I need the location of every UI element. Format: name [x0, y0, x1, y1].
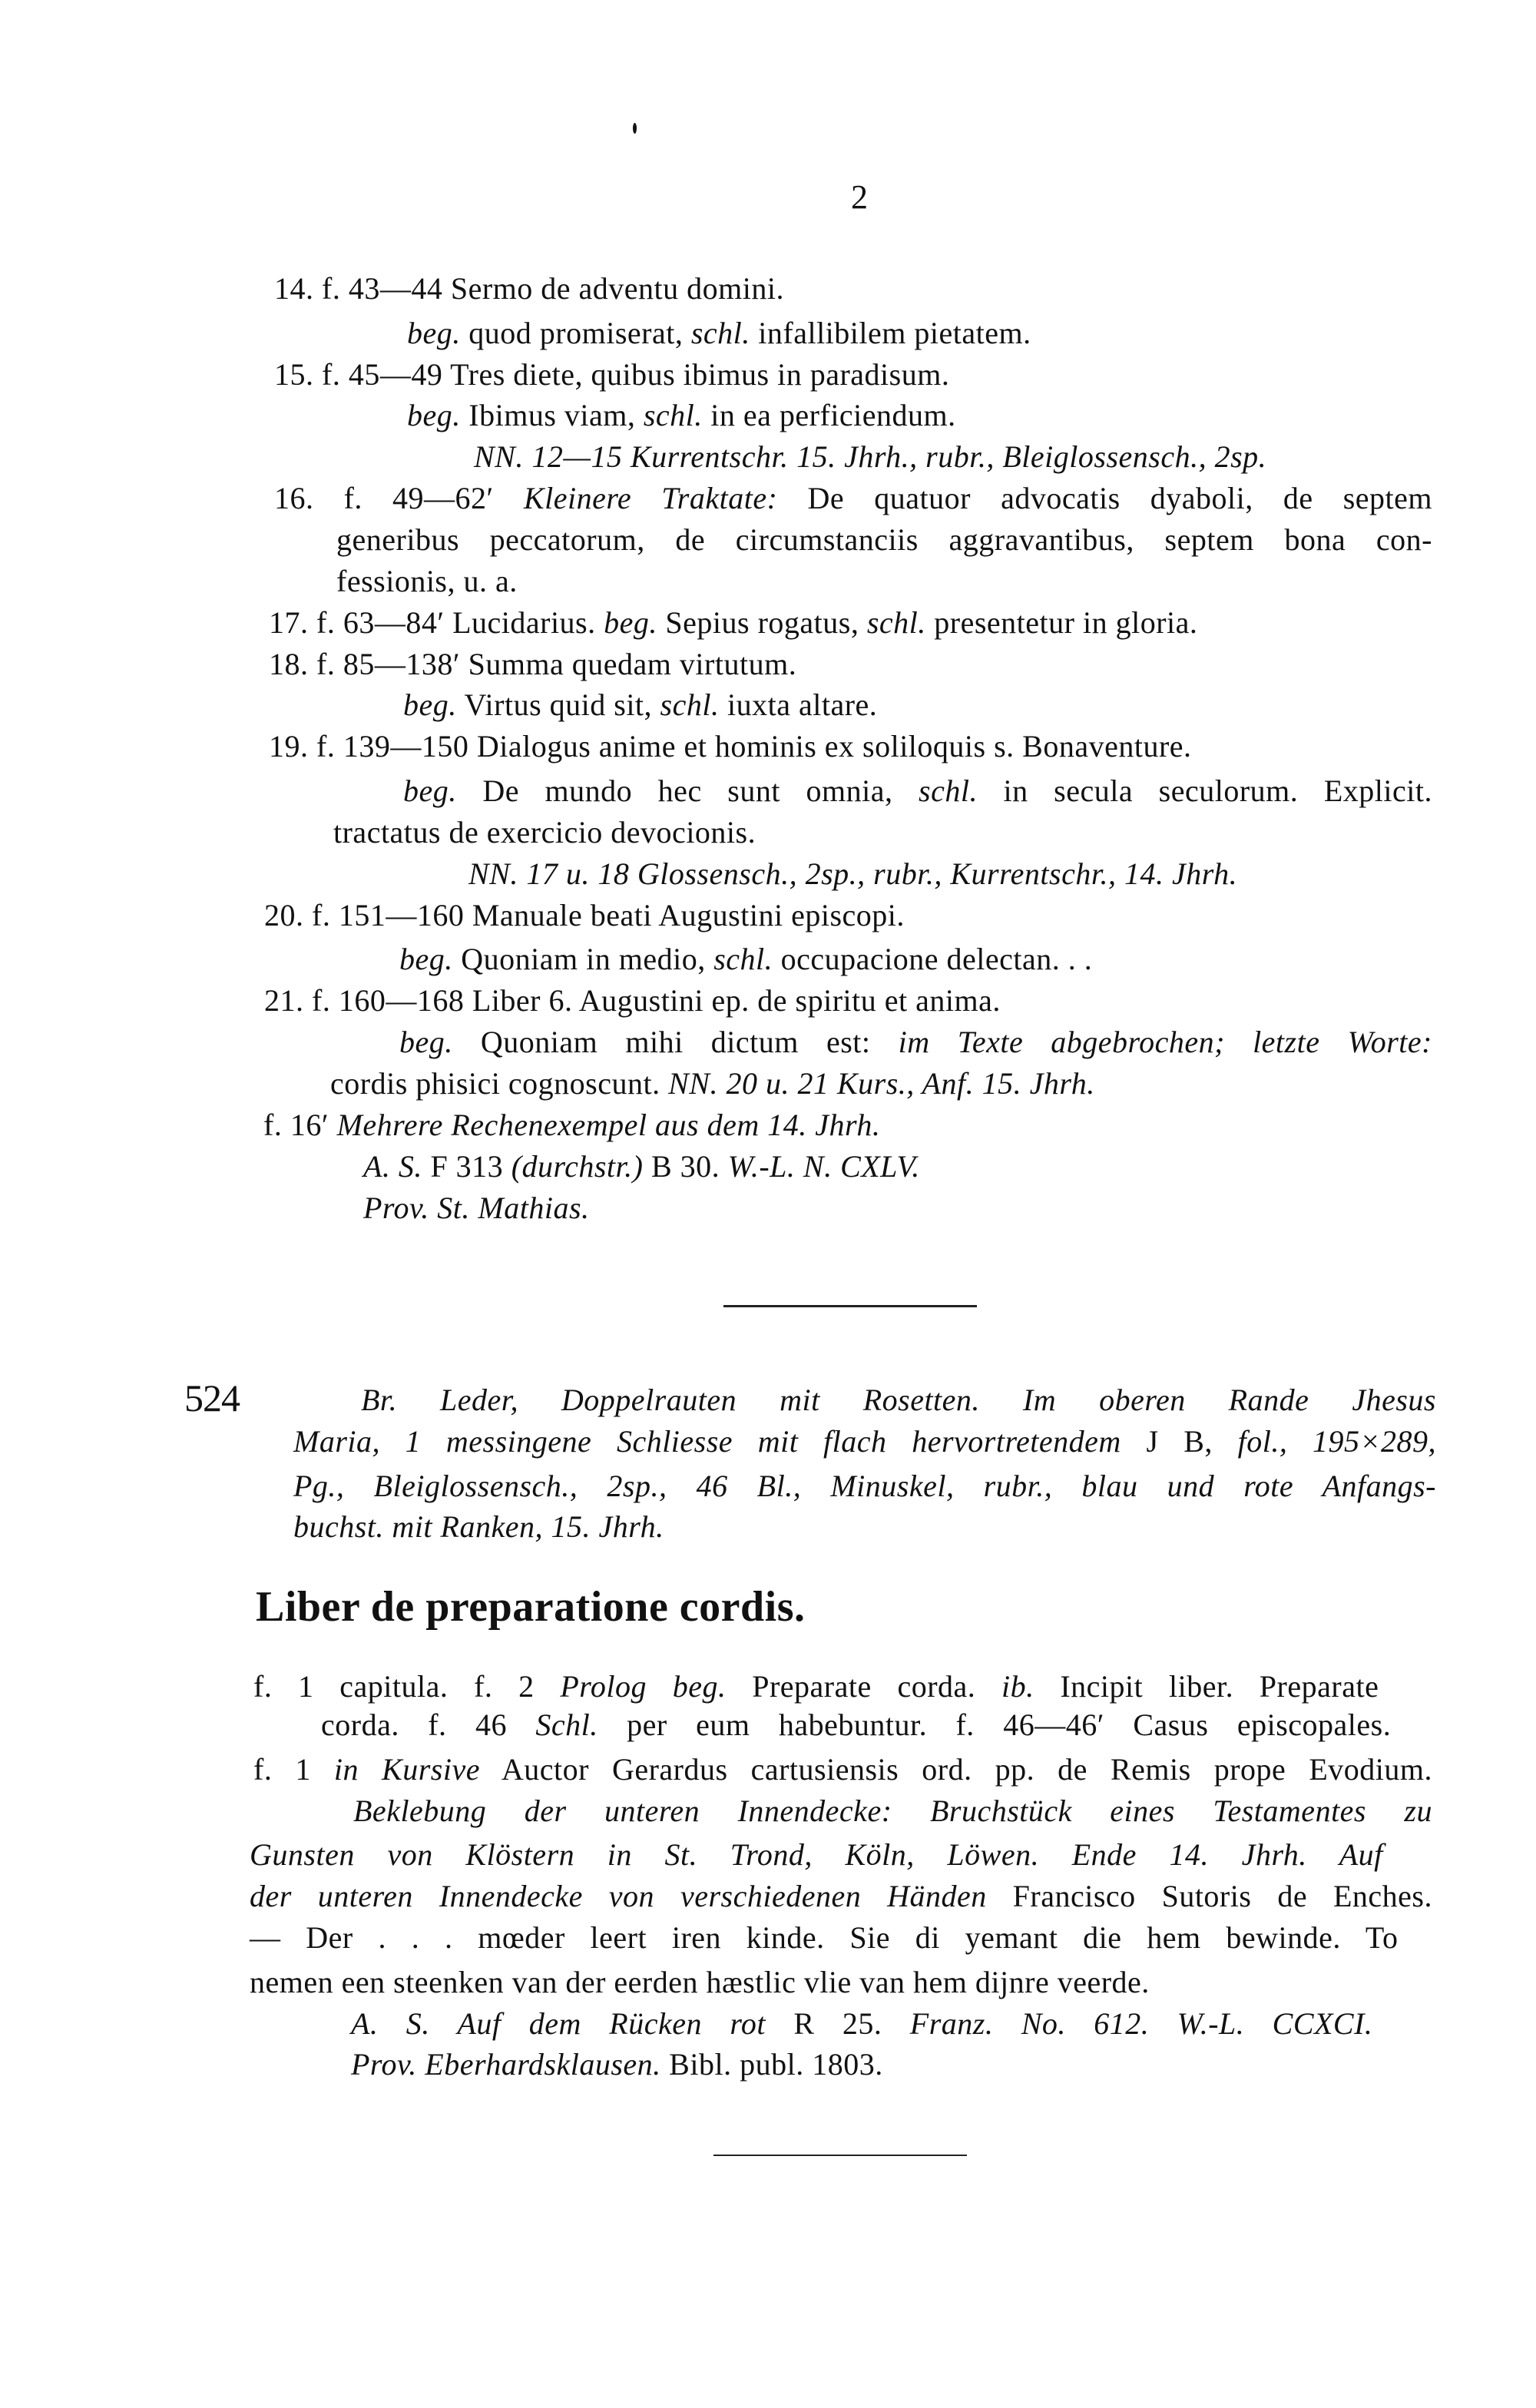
- text: De mundo hec sunt omnia,: [456, 773, 919, 808]
- text: fessionis, u. a.: [336, 564, 518, 598]
- italic-text: schl.: [919, 773, 978, 808]
- italic-text: Gunsten von Klöstern in St. Trond, Köln, Löwen. Ende 14. Jhrh. Auf: [250, 1837, 1383, 1872]
- entry-line: [336, 521, 1432, 559]
- text: in secula seculorum. Explicit.: [977, 773, 1432, 808]
- entry-line: [269, 604, 1197, 642]
- italic-text: beg.: [403, 773, 457, 808]
- text: 17. f. 63—84′ Lucidarius.: [269, 605, 604, 640]
- italic-text: schl.: [866, 605, 926, 640]
- italic-text: A. S.: [363, 1149, 422, 1184]
- italic-text: fol., 195×289,: [1237, 1424, 1436, 1459]
- entry-line: [263, 1106, 880, 1144]
- contents-line: [253, 1751, 1432, 1789]
- entry-line: [336, 562, 518, 601]
- entry-line: [274, 270, 784, 308]
- entry-line: [399, 1023, 1432, 1062]
- text: Bibl. publ. 1803.: [660, 2047, 883, 2082]
- contents-line: [353, 1792, 1432, 1830]
- contents-line: [250, 1919, 1399, 1957]
- italic-text: beg.: [407, 398, 461, 432]
- text: Francisco Sutoris de Enches.: [986, 1879, 1432, 1913]
- italic-text: schl.: [643, 398, 703, 432]
- entry-line: [403, 686, 877, 724]
- text: occupacione delectan. . .: [773, 942, 1093, 976]
- italic-text: Prolog beg.: [560, 1669, 727, 1704]
- italic-text: Prov. Eberhardsklausen.: [351, 2047, 661, 2082]
- italic-text: schl.: [713, 942, 773, 976]
- entry-line: [363, 1148, 920, 1186]
- text: f. 1 capitula. f. 2: [253, 1669, 561, 1704]
- entry-line: [399, 940, 1092, 979]
- italic-text: schl.: [660, 687, 720, 722]
- contents-line: [250, 1963, 1150, 2002]
- text: — Der . . . mœder leert iren kinde. Sie di yemant die hem bewinde. To: [250, 1920, 1399, 1955]
- italic-text: Pg., Bleiglossensch., 2sp., 46 Bl., Minuskel, rubr., blau und rote Anfangs-: [293, 1469, 1436, 1503]
- text: iuxta altare.: [719, 687, 878, 722]
- description-line: [361, 1381, 1436, 1419]
- entry-line: [407, 396, 956, 435]
- text: nemen een steenken van der eerden hæstlic vlie van hem dijnre veerde.: [250, 1965, 1150, 1999]
- entry-line: [269, 645, 796, 684]
- description-line: [293, 1508, 664, 1546]
- contents-line: [250, 1836, 1383, 1874]
- text: Quoniam mihi dictum est:: [452, 1025, 899, 1059]
- italic-text: Br. Leder, Doppelrauten mit Rosetten. Im oberen Rande Jhesus: [361, 1383, 1436, 1417]
- italic-text: buchst. mit Ranken, 15. Jhrh.: [293, 1509, 664, 1544]
- entry-line: [330, 1065, 1095, 1103]
- contents-line: [321, 1706, 1391, 1744]
- text: infallibilem pietatem.: [750, 316, 1031, 350]
- text: quod promiserat,: [460, 316, 691, 350]
- text: Incipit liber. Preparate: [1034, 1669, 1379, 1704]
- italic-text: W.-L. N. CXLV.: [727, 1149, 920, 1184]
- text: f. 16′: [263, 1108, 337, 1142]
- italic-text: Beklebung der unteren Innendecke: Bruchstück eines Testamentes zu: [353, 1794, 1432, 1828]
- entry-line: [407, 314, 1031, 353]
- text: Virtus quid sit,: [456, 687, 660, 722]
- contents-line: [351, 2045, 883, 2084]
- text: in ea perficiendum.: [702, 398, 956, 432]
- italic-text: beg.: [604, 605, 657, 640]
- italic-text: Schl.: [535, 1707, 598, 1742]
- entry-line: [333, 813, 756, 852]
- page-number: 2: [851, 178, 868, 216]
- italic-text: Mehrere Rechenexempel aus dem 14. Jhrh.: [336, 1108, 881, 1142]
- text: Quoniam in medio,: [452, 942, 714, 976]
- text: R 25.: [766, 2006, 910, 2041]
- italic-text: schl.: [690, 316, 750, 350]
- text: Sepius rogatus,: [657, 605, 867, 640]
- text: 15. f. 45—49 Tres diete, quibus ibimus in paradisum.: [274, 357, 950, 392]
- text: De quatuor advocatis dyaboli, de septem: [777, 481, 1433, 515]
- text: J B,: [1121, 1424, 1238, 1459]
- section-divider: [723, 1305, 977, 1307]
- end-divider: [713, 2155, 967, 2156]
- text: generibus peccatorum, de circumstanciis aggravantibus, septem bona con-: [336, 522, 1432, 557]
- italic-text: Prov. St. Mathias.: [363, 1191, 590, 1225]
- scan-speck: [633, 123, 637, 134]
- text: 16. f. 49—62′: [274, 481, 524, 515]
- entry-line: [264, 896, 905, 935]
- text: Auctor Gerardus cartusiensis ord. pp. de Remis prope Evodium.: [480, 1752, 1432, 1787]
- entry-line: [274, 479, 1432, 518]
- description-line: [293, 1423, 1436, 1461]
- text: F 313: [422, 1149, 511, 1184]
- entry-line: [468, 855, 1237, 893]
- entry-line: [474, 438, 1266, 476]
- work-title-heading: Liber de preparatione cordis.: [256, 1583, 806, 1631]
- italic-text: NN. 12—15 Kurrentschr. 15. Jhrh., rubr., Bleiglossensch., 2sp.: [474, 439, 1267, 474]
- italic-text: Franz. No. 612. W.-L. CCXCI.: [909, 2006, 1373, 2041]
- italic-text: Kleinere Traktate:: [523, 481, 778, 515]
- entry-line: [363, 1189, 590, 1227]
- italic-text: Maria, 1 messingene Schliesse mit flach hervortretendem: [293, 1424, 1121, 1459]
- italic-text: der unteren Innendecke von verschiedenen Händen: [250, 1879, 987, 1913]
- entry-line: [403, 772, 1432, 810]
- italic-text: NN. 20 u. 21 Kurs., Anf. 15. Jhrh.: [668, 1066, 1095, 1101]
- text: per eum habebuntur. f. 46—46′ Casus episcopales.: [598, 1707, 1392, 1742]
- contents-line: [253, 1668, 1379, 1706]
- text: Ibimus viam,: [460, 398, 644, 432]
- text: tractatus de exercicio devocionis.: [333, 815, 756, 850]
- contents-line: [250, 1877, 1432, 1916]
- text: presentetur in gloria.: [925, 605, 1198, 640]
- italic-text: ib.: [1001, 1669, 1034, 1704]
- italic-text: (durchstr.): [511, 1149, 644, 1184]
- text: Preparate corda.: [726, 1669, 1001, 1704]
- text: 18. f. 85—138′ Summa quedam virtutum.: [269, 647, 797, 681]
- shelf-number: 524: [184, 1376, 240, 1419]
- entry-line: [274, 356, 949, 394]
- text: 19. f. 139—150 Dialogus anime et hominis ex soliloquis s. Bonaventure.: [269, 729, 1192, 763]
- text: B 30.: [643, 1149, 728, 1184]
- text: 21. f. 160—168 Liber 6. Augustini ep. de spiritu et anima.: [264, 983, 1001, 1018]
- text: f. 1: [253, 1752, 334, 1787]
- italic-text: beg.: [403, 687, 457, 722]
- description-line: [293, 1467, 1436, 1505]
- italic-text: beg.: [407, 316, 461, 350]
- text: 14. f. 43—44 Sermo de adventu domini.: [274, 271, 784, 306]
- italic-text: im Texte abgebrochen; letzte Worte:: [898, 1025, 1432, 1059]
- text: cordis phisici cognoscunt.: [330, 1066, 669, 1101]
- italic-text: in Kursive: [333, 1752, 480, 1787]
- italic-text: A. S. Auf dem Rücken rot: [351, 2006, 766, 2041]
- entry-line: [269, 727, 1192, 766]
- text: corda. f. 46: [321, 1707, 536, 1742]
- italic-text: beg.: [399, 1025, 453, 1059]
- italic-text: beg.: [399, 942, 453, 976]
- entry-line: [264, 982, 1001, 1020]
- italic-text: NN. 17 u. 18 Glossensch., 2sp., rubr., Kurrentschr., 14. Jhrh.: [468, 856, 1238, 891]
- text: 20. f. 151—160 Manuale beati Augustini episcopi.: [264, 898, 905, 932]
- contents-line: [351, 2005, 1372, 2043]
